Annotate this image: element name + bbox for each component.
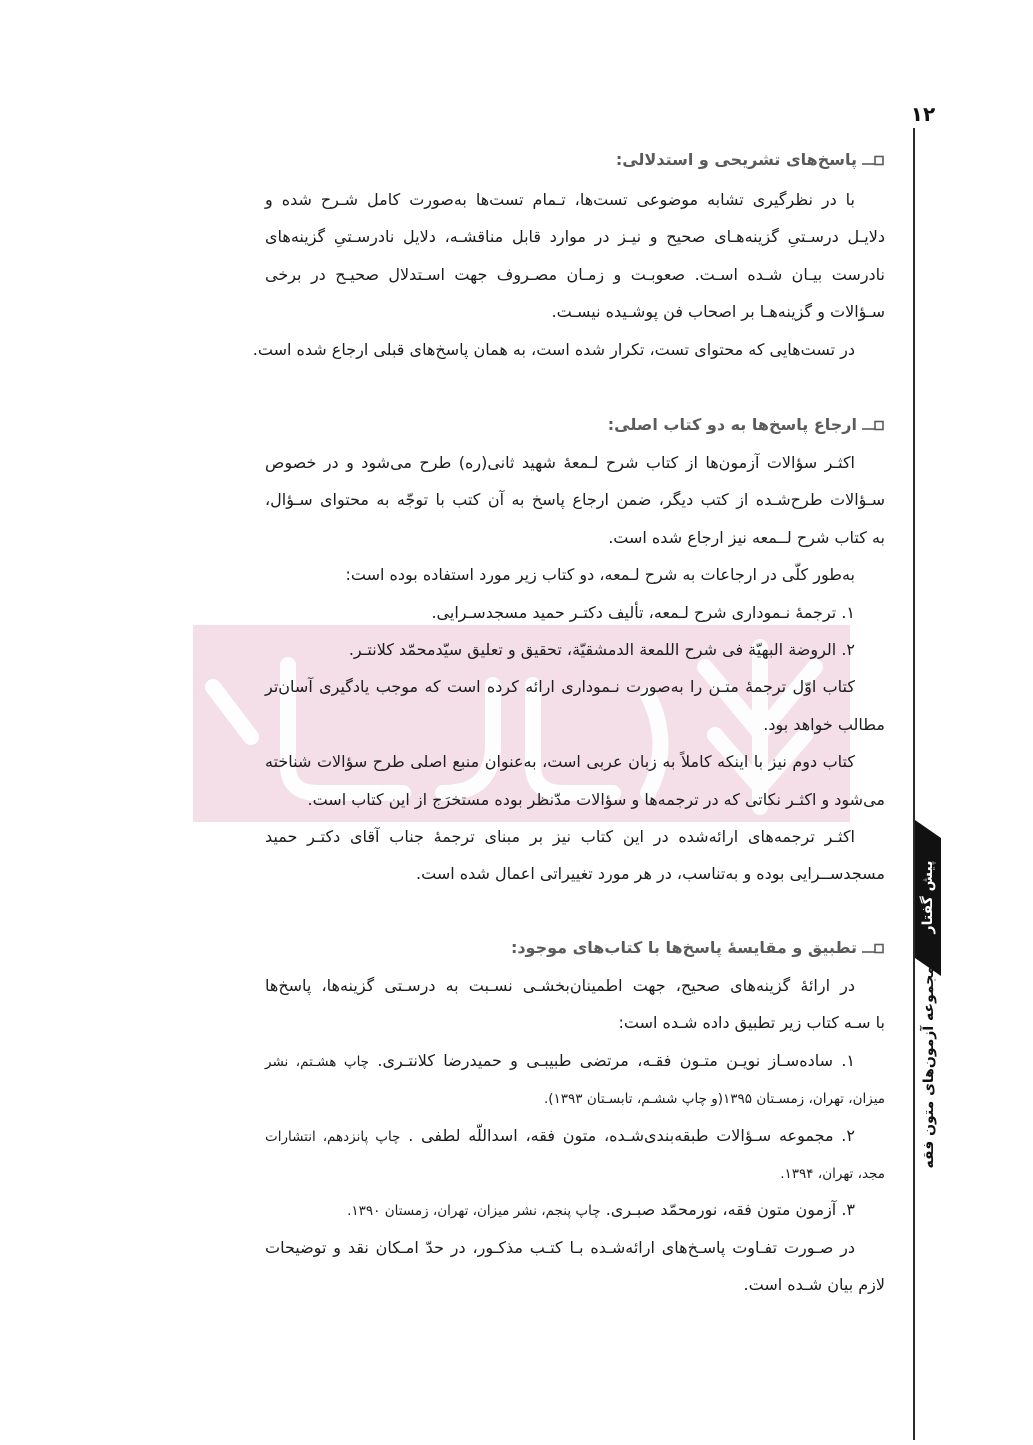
text-line: کتاب اوّل ترجمهٔ متـن را به‌صورت نـموداری ارائه کرده است که موجب یادگیری آسان‌تر: [265, 677, 855, 697]
text-line: مطالب خواهد بود.: [763, 714, 885, 734]
reference-item: [265, 1042, 885, 1079]
reference-title: ۱. ساده‌سـاز نویـن متـون فقـه، مرتضی طبیبـی و حمیدرضا کلانتـری.: [377, 1050, 855, 1070]
reference-title: ۳. آزمون متون فقه، نورمحمّد صبـری.: [605, 1200, 855, 1220]
section-explanatory-answers: [252, 141, 885, 368]
section-heading: [265, 406, 885, 444]
text-line: کتاب دوم نیز با اینکه کاملاً به زبان عربی است، به‌عنوان منبع اصلی طرح سؤالات شناخته: [265, 752, 855, 772]
section-heading: [265, 929, 885, 967]
section-heading-text: تطبیق و مقایسهٔ پاسخ‌ها با کتاب‌های موجود:: [510, 938, 857, 957]
list-item: ۱. ترجمهٔ نـموداری شرح لـمعه، تألیف دکتـر حمید مسجدسـرایی.: [431, 602, 855, 622]
margin-rule: [913, 128, 915, 1440]
reference-details: مجد، تهران، ۱۳۹۴.: [780, 1165, 885, 1182]
reference-item: [265, 1117, 885, 1154]
text-line: می‌شود و اکثـر نکاتی که در ترجمه‌ها و سؤالات مدّنظر بوده مستخرَج از این کتاب است.: [307, 789, 885, 809]
chapter-tab-label: پیش گفتار: [920, 860, 936, 934]
reference-details: چاپ هشـتم، نشر: [265, 1053, 370, 1070]
section-heading-text: ارجاع پاسخ‌ها به دو کتاب اصلی:: [607, 415, 857, 434]
reference-details: چاپ پنجم، نشر میزان، تهران، زمستان ۱۳۹۰.: [347, 1203, 601, 1220]
reference-details: چاپ پانزدهم، انتشارات: [265, 1128, 401, 1145]
reference-item: [265, 1191, 885, 1228]
text-line: اکثـر ترجمه‌های ارائه‌شده در این کتاب نیز بر مبنای ترجمهٔ جناب آقای دکتـر حمید: [265, 826, 855, 846]
running-title: مجموعه آزمون‌های متون فقه: [921, 966, 937, 1169]
section-reference-books: [265, 406, 885, 893]
text-line: در صـورت تفـاوت پاسـخ‌های ارائه‌شـده بـا کتـب مذکـور، در حدّ امـکان نقد و توضیحات: [265, 1237, 855, 1257]
page-number: ۱۲: [910, 102, 936, 126]
square-bullet-icon: [861, 943, 885, 955]
reference-details: میزان، تهران، زمسـتان ۱۳۹۵(و چاپ ششـم، تابسـتان ۱۳۹۳).: [543, 1091, 885, 1108]
text-line: در ارائهٔ گزینه‌های صحیح، جهت اطمینان‌بخشـی نسـبت به درسـتی گزینه‌ها، پاسخ‌ها: [265, 976, 855, 995]
reference-item-continued: [265, 1154, 885, 1191]
text-line: نادرست بیـان شـده اسـت. صعوبـت و زمـان مصـروف جهت اسـتدلال صحیـح در برخی: [265, 264, 885, 284]
text-line: دلایـل درسـتیِ گزینه‌هـای صحیح و نیـز در موارد قابل مناقشـه، دلایل نادرسـتیِ گزینه‌های: [265, 227, 885, 247]
text-line: سـؤالات و گزینه‌هـا بر اصحاب فن پوشـیده نیسـت.: [551, 302, 885, 322]
text-line: با در نظرگیری تشابه موضوعی تست‌ها، تـمام تست‌ها به‌صورت کامل شـرح شده و: [265, 190, 855, 209]
section-heading: [265, 141, 885, 179]
text-line: در تست‌هایی که محتوای تست، تکرار شده است، به همان پاسخ‌های قبلی ارجاع شده است.: [252, 339, 855, 359]
text-line: اکثـر سؤالات آزمون‌ها از کتاب شرح لـمعهٔ شهید ثانی(ره) طرح می‌شود و در خصوص: [265, 453, 855, 472]
square-bullet-icon: [861, 155, 885, 167]
text-line: لازم بیان شـده است.: [743, 1275, 885, 1295]
square-bullet-icon: [861, 420, 885, 432]
text-line: به کتاب شرح لــمعه نیز ارجاع شده است.: [608, 527, 885, 547]
text-line: با سـه کتاب زیر تطبیق داده شـده است:: [618, 1013, 885, 1033]
text-line: سـؤالات طرح‌شـده از کتب دیگر، ضمن ارجاع پاسخ به آن کتب با توجّه به محتوای سـؤال،: [265, 490, 885, 510]
section-comparison: [265, 929, 885, 1304]
text-line: به‌طور کلّی در ارجاعات به شرح لـمعه، دو کتاب زیر مورد استفاده بوده است:: [345, 565, 855, 585]
reference-item-continued: [265, 1079, 885, 1116]
list-item: ۲. الروضة البهیّة فی شرح اللمعة الدمشقیّة، تحقیق و تعلیق سیّدمحمّد کلانتـر.: [348, 639, 855, 659]
text-line: مسجدســرایی بوده و به‌تناسب، در هر مورد تغییراتی اعمال شده است.: [416, 864, 885, 884]
reference-title: ۲. مجموعه سـؤالات طبقه‌بندی‌شـده، متون فقه، اسداللّه لطفی .: [408, 1125, 855, 1145]
section-heading-text: پاسخ‌های تشریحی و استدلالی:: [615, 150, 857, 169]
